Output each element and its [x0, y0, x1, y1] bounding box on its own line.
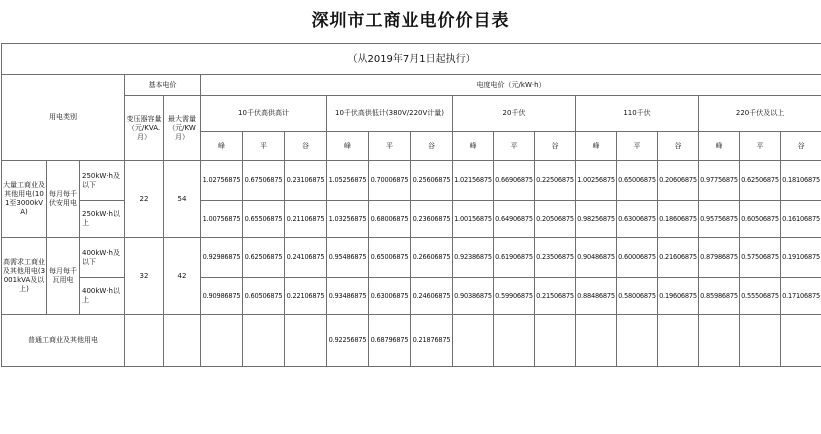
price-cell: 0.68796875 [369, 315, 411, 367]
voltage-header: 110千伏 [576, 96, 699, 132]
price-row [2, 201, 821, 238]
price-cell: 0.24106875 [285, 238, 327, 278]
energy-price-header: 电度电价（元/kW·h） [201, 75, 821, 96]
price-cell: 0.24606875 [411, 278, 453, 315]
period-flat: 平 [243, 132, 285, 161]
basic-price-header: 基本电价 [125, 75, 201, 96]
capacity-price: 22 [125, 161, 164, 238]
price-cell: 0.68006875 [369, 201, 411, 238]
price-cell: 0.62506875 [740, 161, 781, 201]
price-cell: 0.55506875 [740, 278, 781, 315]
capacity-price: 32 [125, 238, 164, 315]
price-cell: 1.02756875 [201, 161, 243, 201]
price-cell: 0.90386875 [453, 278, 494, 315]
group-sub-label: 每月每千瓦用电 [47, 238, 80, 315]
price-cell: 0.87986875 [699, 238, 740, 278]
tier-label: 250kW·h以上 [80, 201, 125, 238]
price-cell: 1.05256875 [327, 161, 369, 201]
price-row [2, 238, 821, 278]
group-name: 高需求工商业及其他用电(3001kVA及以上) [2, 238, 47, 315]
price-cell: 0.21106875 [285, 201, 327, 238]
price-cell: 0.62506875 [243, 238, 285, 278]
period-peak: 峰 [576, 132, 617, 161]
price-cell [699, 315, 740, 367]
period-peak: 峰 [327, 132, 369, 161]
price-cell: 0.65006875 [617, 161, 658, 201]
price-row [2, 278, 821, 315]
general-demand-empty [164, 315, 201, 367]
price-cell: 0.88486875 [576, 278, 617, 315]
general-capacity-empty [125, 315, 164, 367]
period-valley: 谷 [285, 132, 327, 161]
price-cell [201, 315, 243, 367]
price-cell [576, 315, 617, 367]
price-cell: 0.61906875 [494, 238, 535, 278]
price-cell: 0.97756875 [699, 161, 740, 201]
tier-label: 400kW·h及以下 [80, 238, 125, 278]
price-cell: 0.60006875 [617, 238, 658, 278]
price-cell: 0.90986875 [201, 278, 243, 315]
price-cell: 0.23606875 [411, 201, 453, 238]
tier-label: 250kW·h及以下 [80, 161, 125, 201]
price-cell: 0.90486875 [576, 238, 617, 278]
price-cell: 0.60506875 [740, 201, 781, 238]
price-cell: 0.20506875 [535, 201, 576, 238]
price-cell: 0.26606875 [411, 238, 453, 278]
price-cell: 0.21606875 [658, 238, 699, 278]
price-cell [243, 315, 285, 367]
price-cell: 0.67506875 [243, 161, 285, 201]
page-title: 深圳市工商业电价价目表 [311, 11, 510, 31]
header-row-1 [2, 75, 821, 96]
price-cell: 0.63006875 [617, 201, 658, 238]
price-cell: 1.00756875 [201, 201, 243, 238]
price-cell: 0.92386875 [453, 238, 494, 278]
price-cell: 0.58006875 [617, 278, 658, 315]
price-cell: 0.21876875 [411, 315, 453, 367]
price-cell: 0.25606875 [411, 161, 453, 201]
period-valley: 谷 [658, 132, 699, 161]
price-cell [781, 315, 821, 367]
demand-price: 42 [164, 238, 201, 315]
price-rows [2, 161, 821, 315]
price-cell: 0.19606875 [658, 278, 699, 315]
price-cell [494, 315, 535, 367]
price-cell: 0.21506875 [535, 278, 576, 315]
max-demand-header: 最大需量（元/KW月） [164, 96, 201, 161]
price-cell [453, 315, 494, 367]
period-flat: 平 [617, 132, 658, 161]
demand-price: 54 [164, 161, 201, 238]
group-name: 大量工商业及其他用电(101至3000kVA) [2, 161, 47, 238]
price-cell: 0.18106875 [781, 161, 821, 201]
price-cell: 0.20606875 [658, 161, 699, 201]
group-sub-label: 每月每千伏安用电 [47, 161, 80, 238]
price-cell: 0.23506875 [535, 238, 576, 278]
price-cell: 0.85986875 [699, 278, 740, 315]
transformer-capacity-header: 变压器容量（元/KVA.月） [125, 96, 164, 161]
price-cell: 0.66906875 [494, 161, 535, 201]
price-cell: 0.63006875 [369, 278, 411, 315]
price-cell: 0.64906875 [494, 201, 535, 238]
period-valley: 谷 [411, 132, 453, 161]
subtitle-row [2, 44, 821, 75]
price-cell: 0.23106875 [285, 161, 327, 201]
price-cell: 1.00256875 [576, 161, 617, 201]
period-peak: 峰 [699, 132, 740, 161]
price-cell: 0.65006875 [369, 238, 411, 278]
price-cell: 0.92256875 [327, 315, 369, 367]
price-cell [535, 315, 576, 367]
period-peak: 峰 [453, 132, 494, 161]
category-header: 用电类别 [2, 75, 125, 161]
price-cell: 0.18606875 [658, 201, 699, 238]
price-cell [617, 315, 658, 367]
price-cell: 0.22506875 [535, 161, 576, 201]
price-cell: 0.17106875 [781, 278, 821, 315]
price-cell: 0.22106875 [285, 278, 327, 315]
price-cell: 0.95486875 [327, 238, 369, 278]
price-cell: 0.98256875 [576, 201, 617, 238]
tier-label: 400kW·h以上 [80, 278, 125, 315]
price-cell: 1.00156875 [453, 201, 494, 238]
price-cell: 0.16106875 [781, 201, 821, 238]
price-cell: 0.95756875 [699, 201, 740, 238]
price-cell: 0.70006875 [369, 161, 411, 201]
period-valley: 谷 [781, 132, 821, 161]
voltage-header: 220千伏及以上 [699, 96, 821, 132]
period-valley: 谷 [535, 132, 576, 161]
period-flat: 平 [494, 132, 535, 161]
voltage-header: 10千伏高供低计(380V/220V计量) [327, 96, 453, 132]
price-cell: 1.02156875 [453, 161, 494, 201]
price-table [1, 43, 821, 367]
price-cell: 1.03256875 [327, 201, 369, 238]
price-cell: 0.93486875 [327, 278, 369, 315]
header-row-2 [2, 96, 821, 132]
period-flat: 平 [740, 132, 781, 161]
price-cell: 0.59906875 [494, 278, 535, 315]
price-cell: 0.60506875 [243, 278, 285, 315]
price-row [2, 161, 821, 201]
price-cell: 0.65506875 [243, 201, 285, 238]
period-flat: 平 [369, 132, 411, 161]
price-cell: 0.57506875 [740, 238, 781, 278]
effective-date: （从2019年7月1日起执行） [2, 44, 821, 75]
price-cell: 0.19106875 [781, 238, 821, 278]
price-cell [285, 315, 327, 367]
price-cell: 0.92986875 [201, 238, 243, 278]
price-cell [740, 315, 781, 367]
voltage-header: 10千伏高供高计 [201, 96, 327, 132]
price-cell [658, 315, 699, 367]
voltage-header: 20千伏 [453, 96, 576, 132]
general-row [2, 315, 821, 367]
general-category: 普通工商业及其他用电 [2, 315, 125, 367]
period-peak: 峰 [201, 132, 243, 161]
